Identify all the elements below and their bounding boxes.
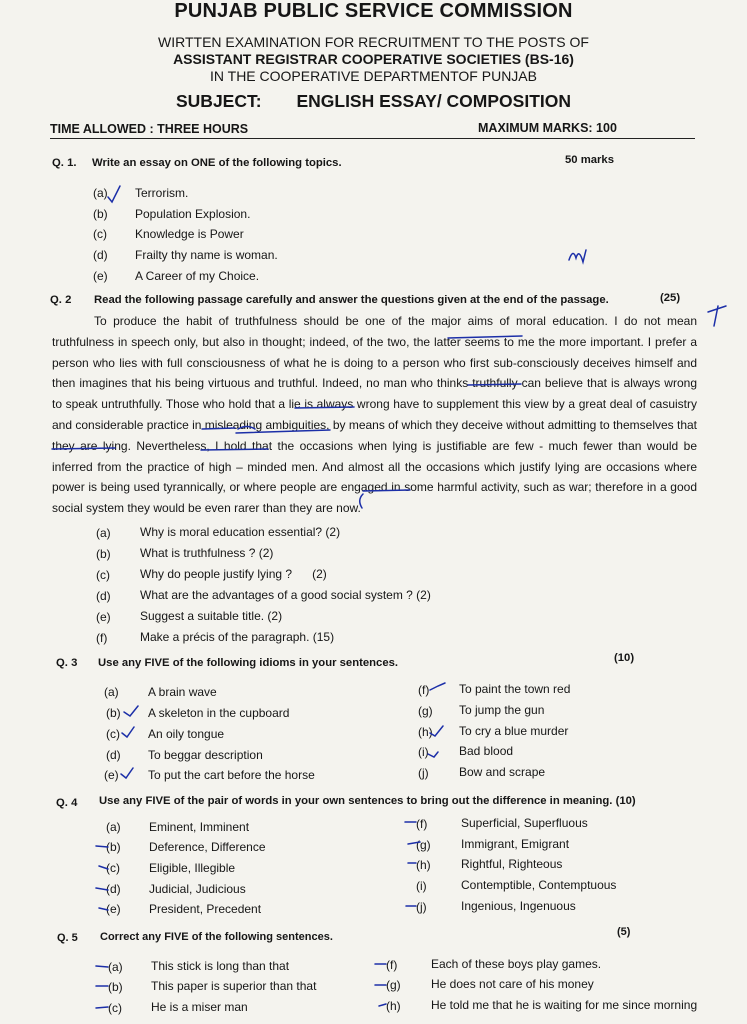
time-allowed: TIME ALLOWED : THREE HOURS <box>50 122 249 136</box>
q5-item-c: He is a miser man <box>151 1000 248 1014</box>
q1-item-a: Terrorism. <box>135 186 189 200</box>
q2-marks: (25) <box>660 292 681 304</box>
q3-label-i: (i) <box>418 745 429 759</box>
q1-prompt: Write an essay on ONE of the following topics. <box>92 157 342 169</box>
q1-marks: 50 marks <box>565 154 614 166</box>
q4-item-d: Judicial, Judicious <box>149 882 246 896</box>
q2-item-c: Why do people justify lying ? (2) <box>140 567 327 581</box>
q4-prompt: Use any FIVE of the pair of words in your own sentences to bring out the difference in meaning. (10) <box>99 795 636 807</box>
scribble-icon <box>360 494 363 508</box>
q4-item-a: Eminent, Imminent <box>149 820 250 834</box>
underline-icon <box>52 448 115 449</box>
q4-number: Q. 4 <box>56 797 78 809</box>
q4-label-f: (f) <box>416 817 428 831</box>
page-title: PUNJAB PUBLIC SERVICE COMMISSION <box>174 0 573 22</box>
margin-mark-icon <box>708 306 726 326</box>
q5-label-f: (f) <box>386 958 398 972</box>
q2-prompt: Read the following passage carefully and answer the questions given at the end of the passage. <box>94 294 609 306</box>
tick-mark-icon <box>430 726 443 736</box>
q5-item-a: This stick is long than that <box>151 959 290 973</box>
q2-item-d: What are the advantages of a good social system ? (2) <box>140 588 431 602</box>
q3-item-a: A brain wave <box>148 685 217 699</box>
q3-item-i: Bad blood <box>459 744 514 758</box>
q1-item-c: Knowledge is Power <box>135 227 244 241</box>
q4-label-c: (c) <box>106 861 120 875</box>
underline-icon <box>201 449 268 450</box>
underline-icon <box>238 427 255 430</box>
q4-label-a: (a) <box>106 820 121 834</box>
q2-passage-text: To produce the habit of truthfulness should be one of the major aims of moral education. I do not mean truthfulness in speech only, but also in thought; indeed, of the two, the latter seems to me the more important. I prefer a person who lies with full consciousness of what he is doing to a person who first sub-consciously deceives himself and then imagines that his being virtuous and truthful. Indeed, no man who thinks truthfully can believe that is always wrong to speak untruthfully. Those who hold that a lie is always wrong have to supplement this view by a great deal of casuistry and considerable practice in misleading ambiguities, by means of which they deceive without admitting to themselves that they are lying. Nevertheless, I hold that the occasions when lying is justifiable are few - much fewer than would be inferred from the practice of high – minded men. And almost all the occasions which justify lying are occasions where power is being used tyrannically, or where people are engaged in some harmful activity, such as war; therefore in a good social system they would be even rarer than they are now. <box>52 314 698 516</box>
q3-item-c: An oily tongue <box>148 727 225 741</box>
maximum-marks: MAXIMUM MARKS: 100 <box>478 121 617 135</box>
q3-item-f: To paint the town red <box>459 682 571 696</box>
scribble-icon <box>569 250 586 262</box>
q3-label-e: (e) <box>104 768 119 782</box>
department-line: IN THE COOPERATIVE DEPARTMENTOF PUNJAB <box>210 68 537 84</box>
tick-mark-icon <box>122 727 134 737</box>
q3-label-b: (b) <box>106 706 121 720</box>
q2-label-c: (c) <box>96 568 110 582</box>
q3-item-e: To put the cart before the horse <box>148 768 315 782</box>
q3-item-b: A skeleton in the cupboard <box>148 706 290 720</box>
q4-label-i: (i) <box>416 879 427 893</box>
q2-label-f: (f) <box>96 631 108 645</box>
underline-icon <box>468 384 521 385</box>
tick-mark-icon <box>428 752 438 757</box>
q4-item-g: Immigrant, Emigrant <box>461 837 570 851</box>
dash-mark-icon <box>405 822 420 906</box>
q1-label-c: (c) <box>93 227 107 241</box>
q4-label-h: (h) <box>416 858 431 872</box>
q3-label-c: (c) <box>106 727 120 741</box>
tick-mark-icon <box>124 706 138 716</box>
q1-label-b: (b) <box>93 207 108 221</box>
q3-label-f: (f) <box>418 683 430 697</box>
q3-prompt: Use any FIVE of the following idioms in your sentences. <box>98 657 399 669</box>
q5-label-a: (a) <box>108 960 123 974</box>
q4-item-j: Ingenious, Ingenuous <box>461 899 576 913</box>
q4-label-j: (j) <box>416 900 427 914</box>
q4-label-b: (b) <box>106 840 121 854</box>
q1-item-d: Frailty thy name is woman. <box>135 248 278 262</box>
q2-label-a: (a) <box>96 526 111 540</box>
q3-number: Q. 3 <box>56 657 78 669</box>
q5-prompt: Correct any FIVE of the following sentences. <box>100 931 333 943</box>
q1-item-b: Population Explosion. <box>135 207 251 221</box>
underline-icon <box>363 490 410 491</box>
q5-label-c: (c) <box>108 1001 122 1015</box>
q4-item-f: Superficial, Superfluous <box>461 816 588 830</box>
dash-mark-icon <box>96 966 108 1008</box>
q4-label-e: (e) <box>106 902 121 916</box>
underline-icon <box>202 428 330 433</box>
q3-label-h: (h) <box>418 725 433 739</box>
q3-label-g: (g) <box>418 704 433 718</box>
q3-item-d: To beggar description <box>148 748 263 762</box>
tick-mark-icon <box>121 768 133 778</box>
q3-item-g: To jump the gun <box>459 703 545 717</box>
q1-number: Q. 1. <box>52 157 77 169</box>
q4-label-g: (g) <box>416 838 431 852</box>
q2-label-d: (d) <box>96 589 111 603</box>
q2-label-b: (b) <box>96 547 111 561</box>
subject-label: SUBJECT: <box>176 91 262 111</box>
tick-mark-icon <box>108 186 120 202</box>
dash-mark-icon <box>96 846 108 910</box>
q5-item-f: Each of these boys play games. <box>431 957 602 971</box>
post-line: ASSISTANT REGISTRAR COOPERATIVE SOCIETIES (BS-16) <box>173 51 574 67</box>
q5-number: Q. 5 <box>57 932 78 944</box>
q5-label-b: (b) <box>108 980 123 994</box>
q4-item-c: Eligible, Illegible <box>149 861 236 875</box>
q5-label-h: (h) <box>386 999 401 1013</box>
q5-item-h: He told me that he is waiting for me since morning <box>431 998 698 1012</box>
underline-icon <box>448 336 522 338</box>
q3-item-h: To cry a blue murder <box>459 724 569 738</box>
q2-item-e: Suggest a suitable title. (2) <box>140 609 283 623</box>
q3-marks: (10) <box>614 652 635 664</box>
q4-item-b: Deference, Difference <box>149 840 266 854</box>
q3-label-d: (d) <box>106 748 121 762</box>
q2-item-f: Make a précis of the paragraph. (15) <box>140 630 335 644</box>
q5-item-b: This paper is superior than that <box>151 979 317 993</box>
q2-item-a: Why is moral education essential? (2) <box>140 525 341 539</box>
underline-icon <box>295 407 354 408</box>
tick-mark-icon <box>430 683 445 690</box>
q2-item-b: What is truthfulness ? (2) <box>140 546 274 560</box>
q3-label-a: (a) <box>104 685 119 699</box>
q5-marks: (5) <box>617 926 631 938</box>
q5-item-g: He does not care of his money <box>431 977 594 991</box>
q1-label-e: (e) <box>93 269 108 283</box>
q1-label-a: (a) <box>93 186 108 200</box>
q1-item-e: A Career of my Choice. <box>135 269 260 283</box>
exam-line: WIRTTEN EXAMINATION FOR RECRUITMENT TO THE POSTS OF <box>158 34 589 50</box>
q3-label-j: (j) <box>418 766 429 780</box>
q2-label-e: (e) <box>96 610 111 624</box>
subject-value: ENGLISH ESSAY/ COMPOSITION <box>296 91 571 111</box>
q2-number: Q. 2 <box>50 294 72 306</box>
q4-label-d: (d) <box>106 882 121 896</box>
dash-mark-icon <box>375 964 386 1006</box>
q1-label-d: (d) <box>93 248 108 262</box>
q4-item-i: Contemptible, Contemptuous <box>461 878 617 892</box>
q4-item-h: Rightful, Righteous <box>461 857 563 871</box>
q3-item-j: Bow and scrape <box>459 765 546 779</box>
q5-label-g: (g) <box>386 978 401 992</box>
q4-item-e: President, Precedent <box>149 902 262 916</box>
